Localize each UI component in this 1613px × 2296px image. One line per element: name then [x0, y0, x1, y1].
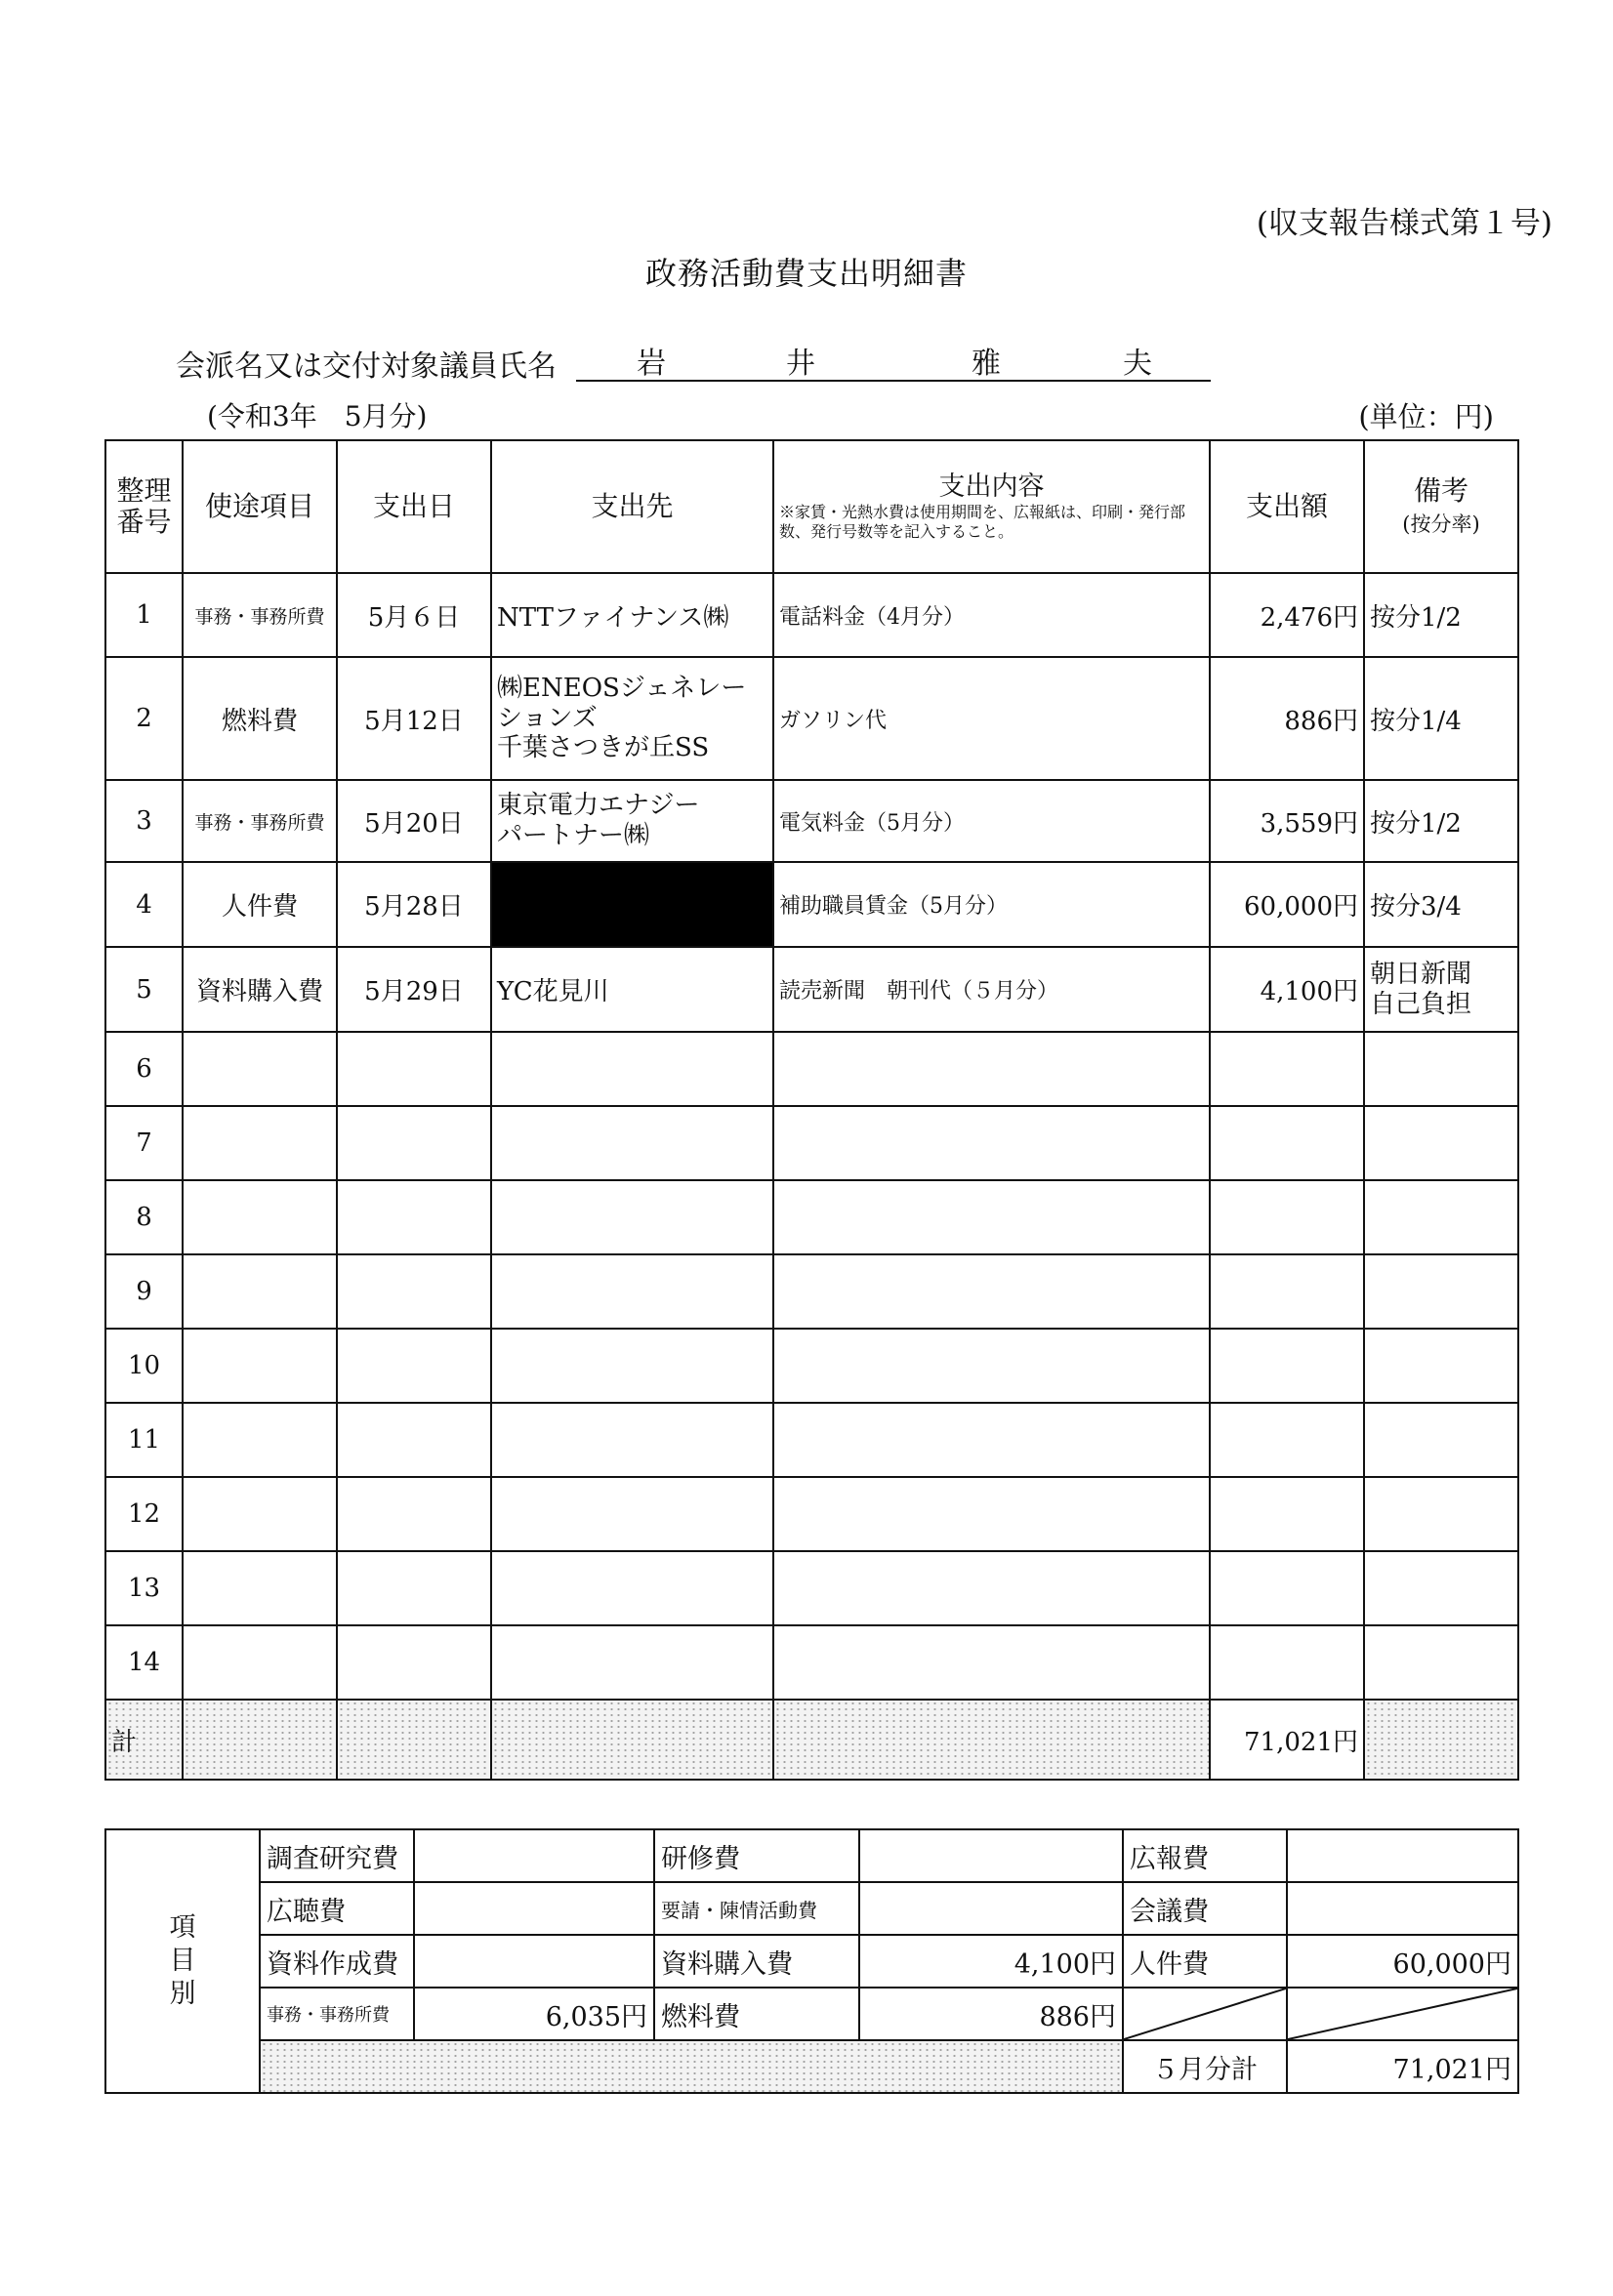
header-content — [773, 440, 1210, 573]
category-side-label: 項 目 別 — [105, 1829, 260, 2093]
redacted-payee — [491, 862, 773, 947]
table-row — [105, 947, 1518, 1032]
row-no: 7 — [105, 1106, 183, 1180]
summary-label-yousei: 要請・陳情活動費 — [654, 1882, 859, 1935]
row-purpose: 資料購入費 — [183, 947, 337, 1032]
shaded-cell — [337, 1700, 491, 1780]
header-payee: 支出先 — [491, 440, 773, 573]
summary-label-nenryou: 燃料費 — [654, 1988, 859, 2040]
row-payee: 東京電力エナジー パートナー㈱ — [491, 780, 773, 862]
table-row — [105, 1106, 1518, 1180]
row-payee: YC花見川 — [491, 947, 773, 1032]
table-header-row — [105, 440, 1518, 573]
row-content: 電話料金（4月分） — [773, 573, 1210, 657]
table-row — [105, 1477, 1518, 1551]
row-payee: NTTファイナンス㈱ — [491, 573, 773, 657]
summary-label-shiryou-sakusei: 資料作成費 — [260, 1935, 414, 1988]
shaded-cell — [1364, 1700, 1518, 1780]
document-title: 政務活動費支出明細書 — [644, 255, 968, 292]
row-purpose: 人件費 — [183, 862, 337, 947]
row-remarks: 按分1/4 — [1364, 657, 1518, 780]
row-content: 補助職員賃金（5月分） — [773, 862, 1210, 947]
summary-value-kouhou — [1287, 1829, 1518, 1882]
row-amount: 3,559円 — [1210, 780, 1364, 862]
table-row — [105, 1625, 1518, 1700]
summary-value-jinken: 60,000円 — [1287, 1935, 1518, 1988]
table-row — [105, 1032, 1518, 1106]
row-no: 13 — [105, 1551, 183, 1625]
summary-value-jimu: 6,035円 — [414, 1988, 654, 2040]
content-title: 支出内容 — [938, 472, 1045, 503]
summary-value-month-total: 71,021円 — [1287, 2040, 1518, 2093]
summary-label-jinken: 人件費 — [1123, 1935, 1287, 1988]
row-no: 2 — [105, 657, 183, 780]
row-remarks: 朝日新聞 自己負担 — [1364, 947, 1518, 1032]
member-name-char: 岩 — [637, 347, 666, 381]
table-row — [105, 862, 1518, 947]
shaded-cell — [491, 1700, 773, 1780]
header-purpose: 使途項目 — [183, 440, 337, 573]
shaded-cell — [183, 1700, 337, 1780]
member-name-char: 雅 — [972, 347, 1001, 381]
table-row — [105, 780, 1518, 862]
row-date: 5月12日 — [337, 657, 491, 780]
row-payee: ㈱ENEOSジェネレー ションズ 千葉さつきが丘SS — [491, 657, 773, 780]
row-no: 9 — [105, 1254, 183, 1329]
summary-label-kenshu: 研修費 — [654, 1829, 859, 1882]
diagonal-cell — [1287, 1988, 1518, 2040]
row-no: 4 — [105, 862, 183, 947]
summary-label-jimu: 事務・事務所費 — [260, 1988, 414, 2040]
row-amount: 60,000円 — [1210, 862, 1364, 947]
summary-value-nenryou: 886円 — [859, 1988, 1123, 2040]
row-date: 5月６日 — [337, 573, 491, 657]
row-purpose: 事務・事務所費 — [183, 573, 337, 657]
member-label: 会派名又は交付対象議員氏名 — [176, 349, 557, 384]
form-number: (収支報告様式第１号) — [1256, 206, 1552, 241]
total-row — [105, 1700, 1518, 1780]
summary-label-chousa: 調査研究費 — [260, 1829, 414, 1882]
summary-value-kenshu — [859, 1829, 1123, 1882]
row-content: 電気料金（5月分） — [773, 780, 1210, 862]
header-no: 整理 番号 — [105, 440, 183, 573]
summary-value-shiryou-sakusei — [414, 1935, 654, 1988]
shaded-area — [260, 2040, 1123, 2093]
diagonal-cell — [1123, 1988, 1287, 2040]
member-name-char: 夫 — [1123, 347, 1152, 381]
header-amount: 支出額 — [1210, 440, 1364, 573]
row-no: 8 — [105, 1180, 183, 1254]
header-remarks: 備考 (按分率) — [1364, 440, 1518, 573]
row-remarks: 按分1/2 — [1364, 780, 1518, 862]
summary-label-kouhou: 広報費 — [1123, 1829, 1287, 1882]
row-amount: 4,100円 — [1210, 947, 1364, 1032]
shaded-cell — [773, 1700, 1210, 1780]
row-date: 5月28日 — [337, 862, 491, 947]
row-no: 11 — [105, 1403, 183, 1477]
table-row — [105, 1254, 1518, 1329]
table-row — [105, 1329, 1518, 1403]
row-amount: 2,476円 — [1210, 573, 1364, 657]
row-no: 1 — [105, 573, 183, 657]
table-row — [105, 573, 1518, 657]
summary-value-yousei — [859, 1882, 1123, 1935]
row-remarks: 按分3/4 — [1364, 862, 1518, 947]
row-purpose: 燃料費 — [183, 657, 337, 780]
unit-label: (単位：円) — [1358, 400, 1494, 433]
summary-value-kaigi — [1287, 1882, 1518, 1935]
table-row — [105, 657, 1518, 780]
summary-label-kouchou: 広聴費 — [260, 1882, 414, 1935]
row-date: 5月29日 — [337, 947, 491, 1032]
row-purpose: 事務・事務所費 — [183, 780, 337, 862]
content-note: ※家賃・光熱水費は使用期間を、広報紙は、印刷・発行部数、発行号数等を記入すること。 — [779, 502, 1186, 541]
row-no: 5 — [105, 947, 183, 1032]
summary-label-shiryou-kounyuu: 資料購入費 — [654, 1935, 859, 1988]
header-date: 支出日 — [337, 440, 491, 573]
total-label: 計 — [105, 1700, 183, 1780]
row-amount: 886円 — [1210, 657, 1364, 780]
row-remarks: 按分1/2 — [1364, 573, 1518, 657]
member-name — [576, 339, 1211, 381]
row-date: 5月20日 — [337, 780, 491, 862]
row-no: 10 — [105, 1329, 183, 1403]
summary-value-chousa — [414, 1829, 654, 1882]
row-content: 読売新聞 朝刊代（５月分） — [773, 947, 1210, 1032]
row-no: 12 — [105, 1477, 183, 1551]
row-no: 6 — [105, 1032, 183, 1106]
table-row — [105, 1551, 1518, 1625]
diagonal-line — [1288, 1988, 1517, 2039]
diagonal-line — [1124, 1988, 1286, 2039]
category-summary-table — [104, 1828, 1519, 2094]
member-name-char: 井 — [786, 347, 815, 381]
row-content: ガソリン代 — [773, 657, 1210, 780]
summary-value-kouchou — [414, 1882, 654, 1935]
summary-label-kaigi: 会議費 — [1123, 1882, 1287, 1935]
table-row — [105, 1180, 1518, 1254]
total-amount: 71,021円 — [1210, 1700, 1364, 1780]
summary-value-shiryou-kounyuu: 4,100円 — [859, 1935, 1123, 1988]
period: (令和3年 5月分) — [207, 400, 428, 432]
table-row — [105, 1403, 1518, 1477]
expenditure-table — [104, 439, 1519, 1781]
row-no: 14 — [105, 1625, 183, 1700]
row-no: 3 — [105, 780, 183, 862]
summary-label-month-total: ５月分計 — [1123, 2040, 1287, 2093]
